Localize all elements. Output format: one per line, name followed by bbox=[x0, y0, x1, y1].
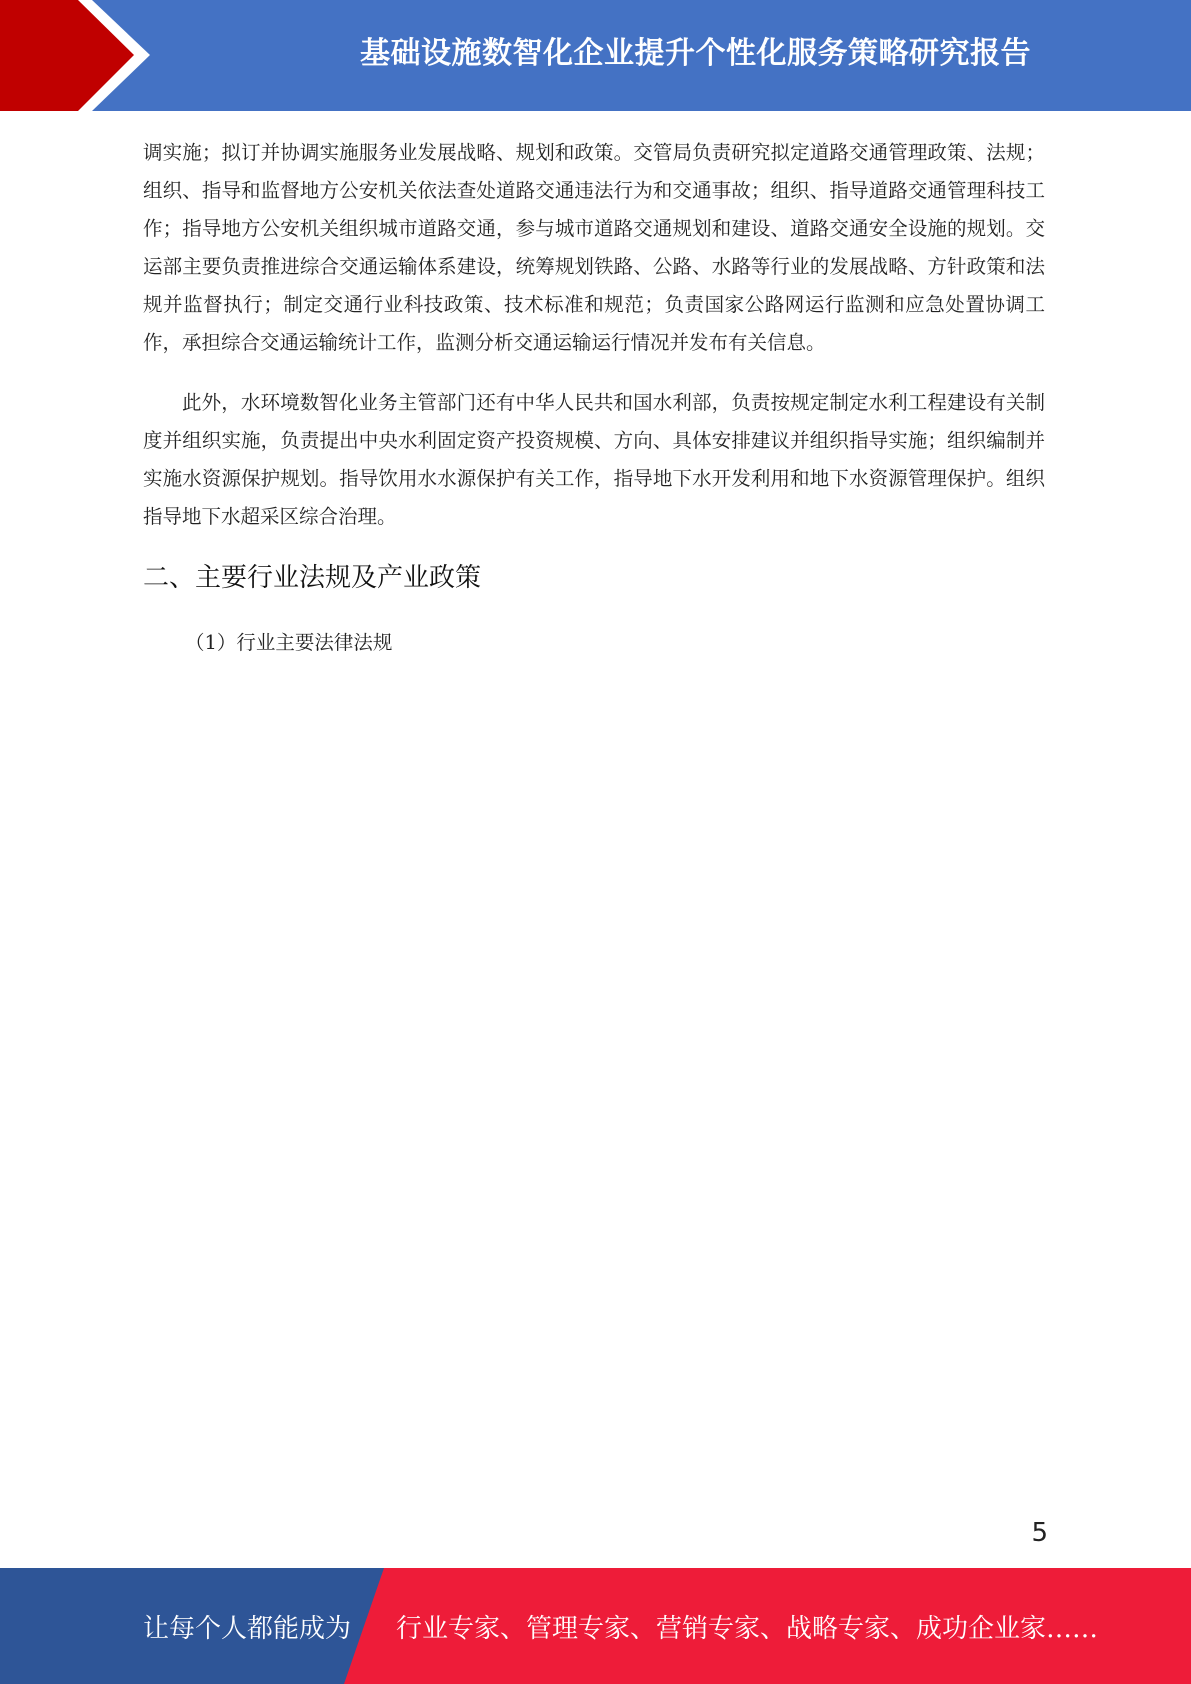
page-header bbox=[0, 0, 1191, 111]
footer-slogan-right: 行业专家、管理专家、营销专家、战略专家、成功企业家…… bbox=[396, 1613, 1099, 1644]
body-paragraph: 调实施；拟订并协调实施服务业发展战略、规划和政策。交管局负责研究拟定道路交通管理政策、法规；组织、指导和监督地方公安机关依法查处道路交通违法行为和交通事故；组织、指导道路交通管理科技工作；指导地方公安机关组织城市道路交通，参与城市道路交通规划和建设、道路交通安全设施的规划。交运部主要负责推进综合交通运输体系建设，统筹规划铁路、公路、水路等行业的发展战略、方针政策和法规并监督执行；制定交通行业科技政策、技术标准和规范；负责国家公路网运行监测和应急处置协调工作，承担综合交通运输统计工作，监测分析交通运输运行情况并发布有关信息。 bbox=[143, 141, 1045, 354]
sub-item-heading: （1）行业主要法律法规 bbox=[185, 631, 393, 654]
page-footer bbox=[0, 1568, 1191, 1684]
page-number: 5 bbox=[1031, 1518, 1048, 1548]
footer-slogan-left: 让每个人都能成为 bbox=[143, 1613, 352, 1644]
document-title: 基础设施数智化企业提升个性化服务策略研究报告 bbox=[360, 36, 1031, 71]
section-heading: 二、主要行业法规及产业政策 bbox=[143, 563, 482, 593]
page-content bbox=[143, 134, 1045, 658]
body-paragraph: 此外，水环境数智化业务主管部门还有中华人民共和国水利部，负责按规定制定水利工程建设有关制度并组织实施，负责提出中央水利固定资产投资规模、方向、具体安排建议并组织指导实施；组织编制并实施水资源保护规划。指导饮用水水源保护有关工作，指导地下水开发利用和地下水资源管理保护。组织指导地下水超采区综合治理。 bbox=[143, 391, 1045, 528]
